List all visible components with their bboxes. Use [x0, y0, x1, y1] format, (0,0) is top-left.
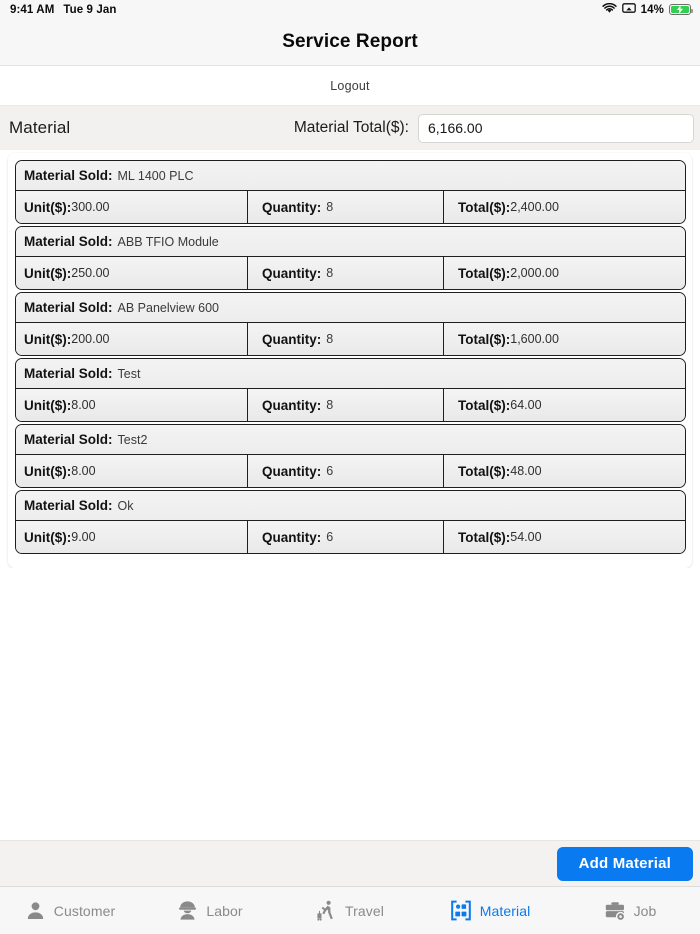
tab-label-job: Job	[633, 902, 657, 919]
unit-cell	[16, 521, 248, 553]
total-cell	[444, 191, 685, 223]
material-card-row	[16, 191, 685, 223]
quantity-value: 8	[326, 200, 334, 214]
material-card-header	[16, 491, 685, 521]
material-card-header	[16, 293, 685, 323]
unit-cell	[16, 191, 248, 223]
material-card[interactable]	[15, 490, 686, 554]
material-name: Test	[117, 366, 141, 381]
material-list	[8, 153, 692, 568]
material-total-input[interactable]	[418, 114, 694, 143]
status-bar	[0, 0, 700, 19]
total-value: 1,600.00	[510, 332, 559, 346]
tab-label-customer: Customer	[53, 902, 116, 919]
material-card-header	[16, 425, 685, 455]
unit-value: 200.00	[71, 332, 110, 346]
unit-cell	[16, 323, 248, 355]
material-boxes-icon	[450, 900, 472, 921]
unit-label: Unit($):	[24, 265, 72, 281]
quantity-cell	[248, 455, 444, 487]
quantity-label: Quantity:	[262, 529, 322, 545]
total-cell	[444, 257, 685, 289]
material-name: ABB TFIO Module	[117, 234, 219, 249]
tab-job[interactable]	[560, 887, 700, 934]
material-name: ML 1400 PLC	[117, 168, 194, 183]
unit-label: Unit($):	[24, 397, 72, 413]
material-name: AB Panelview 600	[117, 300, 219, 315]
material-sold-label: Material Sold:	[24, 432, 113, 447]
unit-value: 8.00	[71, 464, 96, 478]
material-sold-label: Material Sold:	[24, 234, 113, 249]
material-card-row	[16, 389, 685, 421]
battery-charging-icon	[669, 4, 691, 15]
quantity-value: 8	[326, 332, 334, 346]
airplay-icon	[622, 3, 636, 17]
total-cell	[444, 389, 685, 421]
tab-bar	[0, 886, 700, 934]
material-card[interactable]	[15, 226, 686, 290]
battery-percent: 14%	[640, 3, 664, 16]
unit-label: Unit($):	[24, 529, 72, 545]
briefcase-gear-icon	[604, 900, 626, 921]
material-sold-label: Material Sold:	[24, 366, 113, 381]
total-value: 48.00	[510, 464, 542, 478]
unit-label: Unit($):	[24, 331, 72, 347]
material-card-row	[16, 521, 685, 553]
material-section-header	[0, 106, 700, 150]
material-sold-label: Material Sold:	[24, 300, 113, 315]
total-value: 2,000.00	[510, 266, 559, 280]
total-value: 64.00	[510, 398, 542, 412]
unit-value: 8.00	[71, 398, 96, 412]
tab-customer[interactable]	[0, 887, 140, 934]
status-date: Tue 9 Jan	[63, 3, 117, 16]
unit-value: 300.00	[71, 200, 110, 214]
total-label: Total($):	[458, 199, 511, 215]
total-label: Total($):	[458, 529, 511, 545]
navigation-bar	[0, 19, 700, 66]
material-card[interactable]	[15, 160, 686, 224]
action-bar	[0, 840, 700, 886]
quantity-label: Quantity:	[262, 265, 322, 281]
logout-bar	[0, 66, 700, 106]
material-card-header	[16, 161, 685, 191]
status-bar-left	[10, 4, 116, 16]
quantity-cell	[248, 257, 444, 289]
material-name: Test2	[117, 432, 148, 447]
tab-label-travel: Travel	[345, 902, 384, 919]
total-value: 2,400.00	[510, 200, 559, 214]
quantity-label: Quantity:	[262, 397, 322, 413]
material-sold-label: Material Sold:	[24, 168, 113, 183]
tab-label-material: Material	[479, 902, 531, 919]
quantity-cell	[248, 389, 444, 421]
material-sold-label: Material Sold:	[24, 498, 113, 513]
traveler-icon	[316, 900, 337, 921]
total-label: Total($):	[458, 463, 511, 479]
tab-material[interactable]	[420, 887, 560, 934]
total-cell	[444, 323, 685, 355]
unit-cell	[16, 389, 248, 421]
quantity-value: 8	[326, 266, 334, 280]
material-card-header	[16, 359, 685, 389]
material-card-row	[16, 455, 685, 487]
total-label: Total($):	[458, 331, 511, 347]
quantity-cell	[248, 323, 444, 355]
status-bar-right	[602, 3, 691, 17]
unit-label: Unit($):	[24, 463, 72, 479]
quantity-cell	[248, 521, 444, 553]
quantity-cell	[248, 191, 444, 223]
quantity-value: 6	[326, 530, 334, 544]
material-card[interactable]	[15, 292, 686, 356]
material-name: Ok	[117, 498, 134, 513]
section-title: Material	[9, 118, 71, 137]
unit-value: 250.00	[71, 266, 110, 280]
content-spacer	[0, 568, 700, 840]
material-total-label: Material Total($):	[293, 119, 409, 136]
quantity-label: Quantity:	[262, 463, 322, 479]
quantity-value: 6	[326, 464, 334, 478]
quantity-label: Quantity:	[262, 331, 322, 347]
person-icon	[25, 900, 46, 921]
tab-travel[interactable]	[280, 887, 420, 934]
total-label: Total($):	[458, 265, 511, 281]
total-value: 54.00	[510, 530, 542, 544]
material-card-header	[16, 227, 685, 257]
total-cell	[444, 455, 685, 487]
page-title: Service Report	[282, 31, 418, 52]
total-cell	[444, 521, 685, 553]
total-label: Total($):	[458, 397, 511, 413]
material-card[interactable]	[15, 358, 686, 422]
material-card-row	[16, 323, 685, 355]
unit-label: Unit($):	[24, 199, 72, 215]
unit-cell	[16, 257, 248, 289]
add-material-button[interactable]: Add Material	[557, 847, 693, 881]
material-card[interactable]	[15, 424, 686, 488]
quantity-label: Quantity:	[262, 199, 322, 215]
unit-cell	[16, 455, 248, 487]
tab-label-labor: Labor	[206, 902, 243, 919]
hardhat-worker-icon	[177, 900, 198, 921]
status-time: 9:41 AM	[10, 3, 55, 16]
quantity-value: 8	[326, 398, 334, 412]
logout-button[interactable]: Logout	[330, 78, 370, 93]
material-card-row	[16, 257, 685, 289]
wifi-icon	[602, 3, 617, 17]
unit-value: 9.00	[71, 530, 96, 544]
tab-labor[interactable]	[140, 887, 280, 934]
